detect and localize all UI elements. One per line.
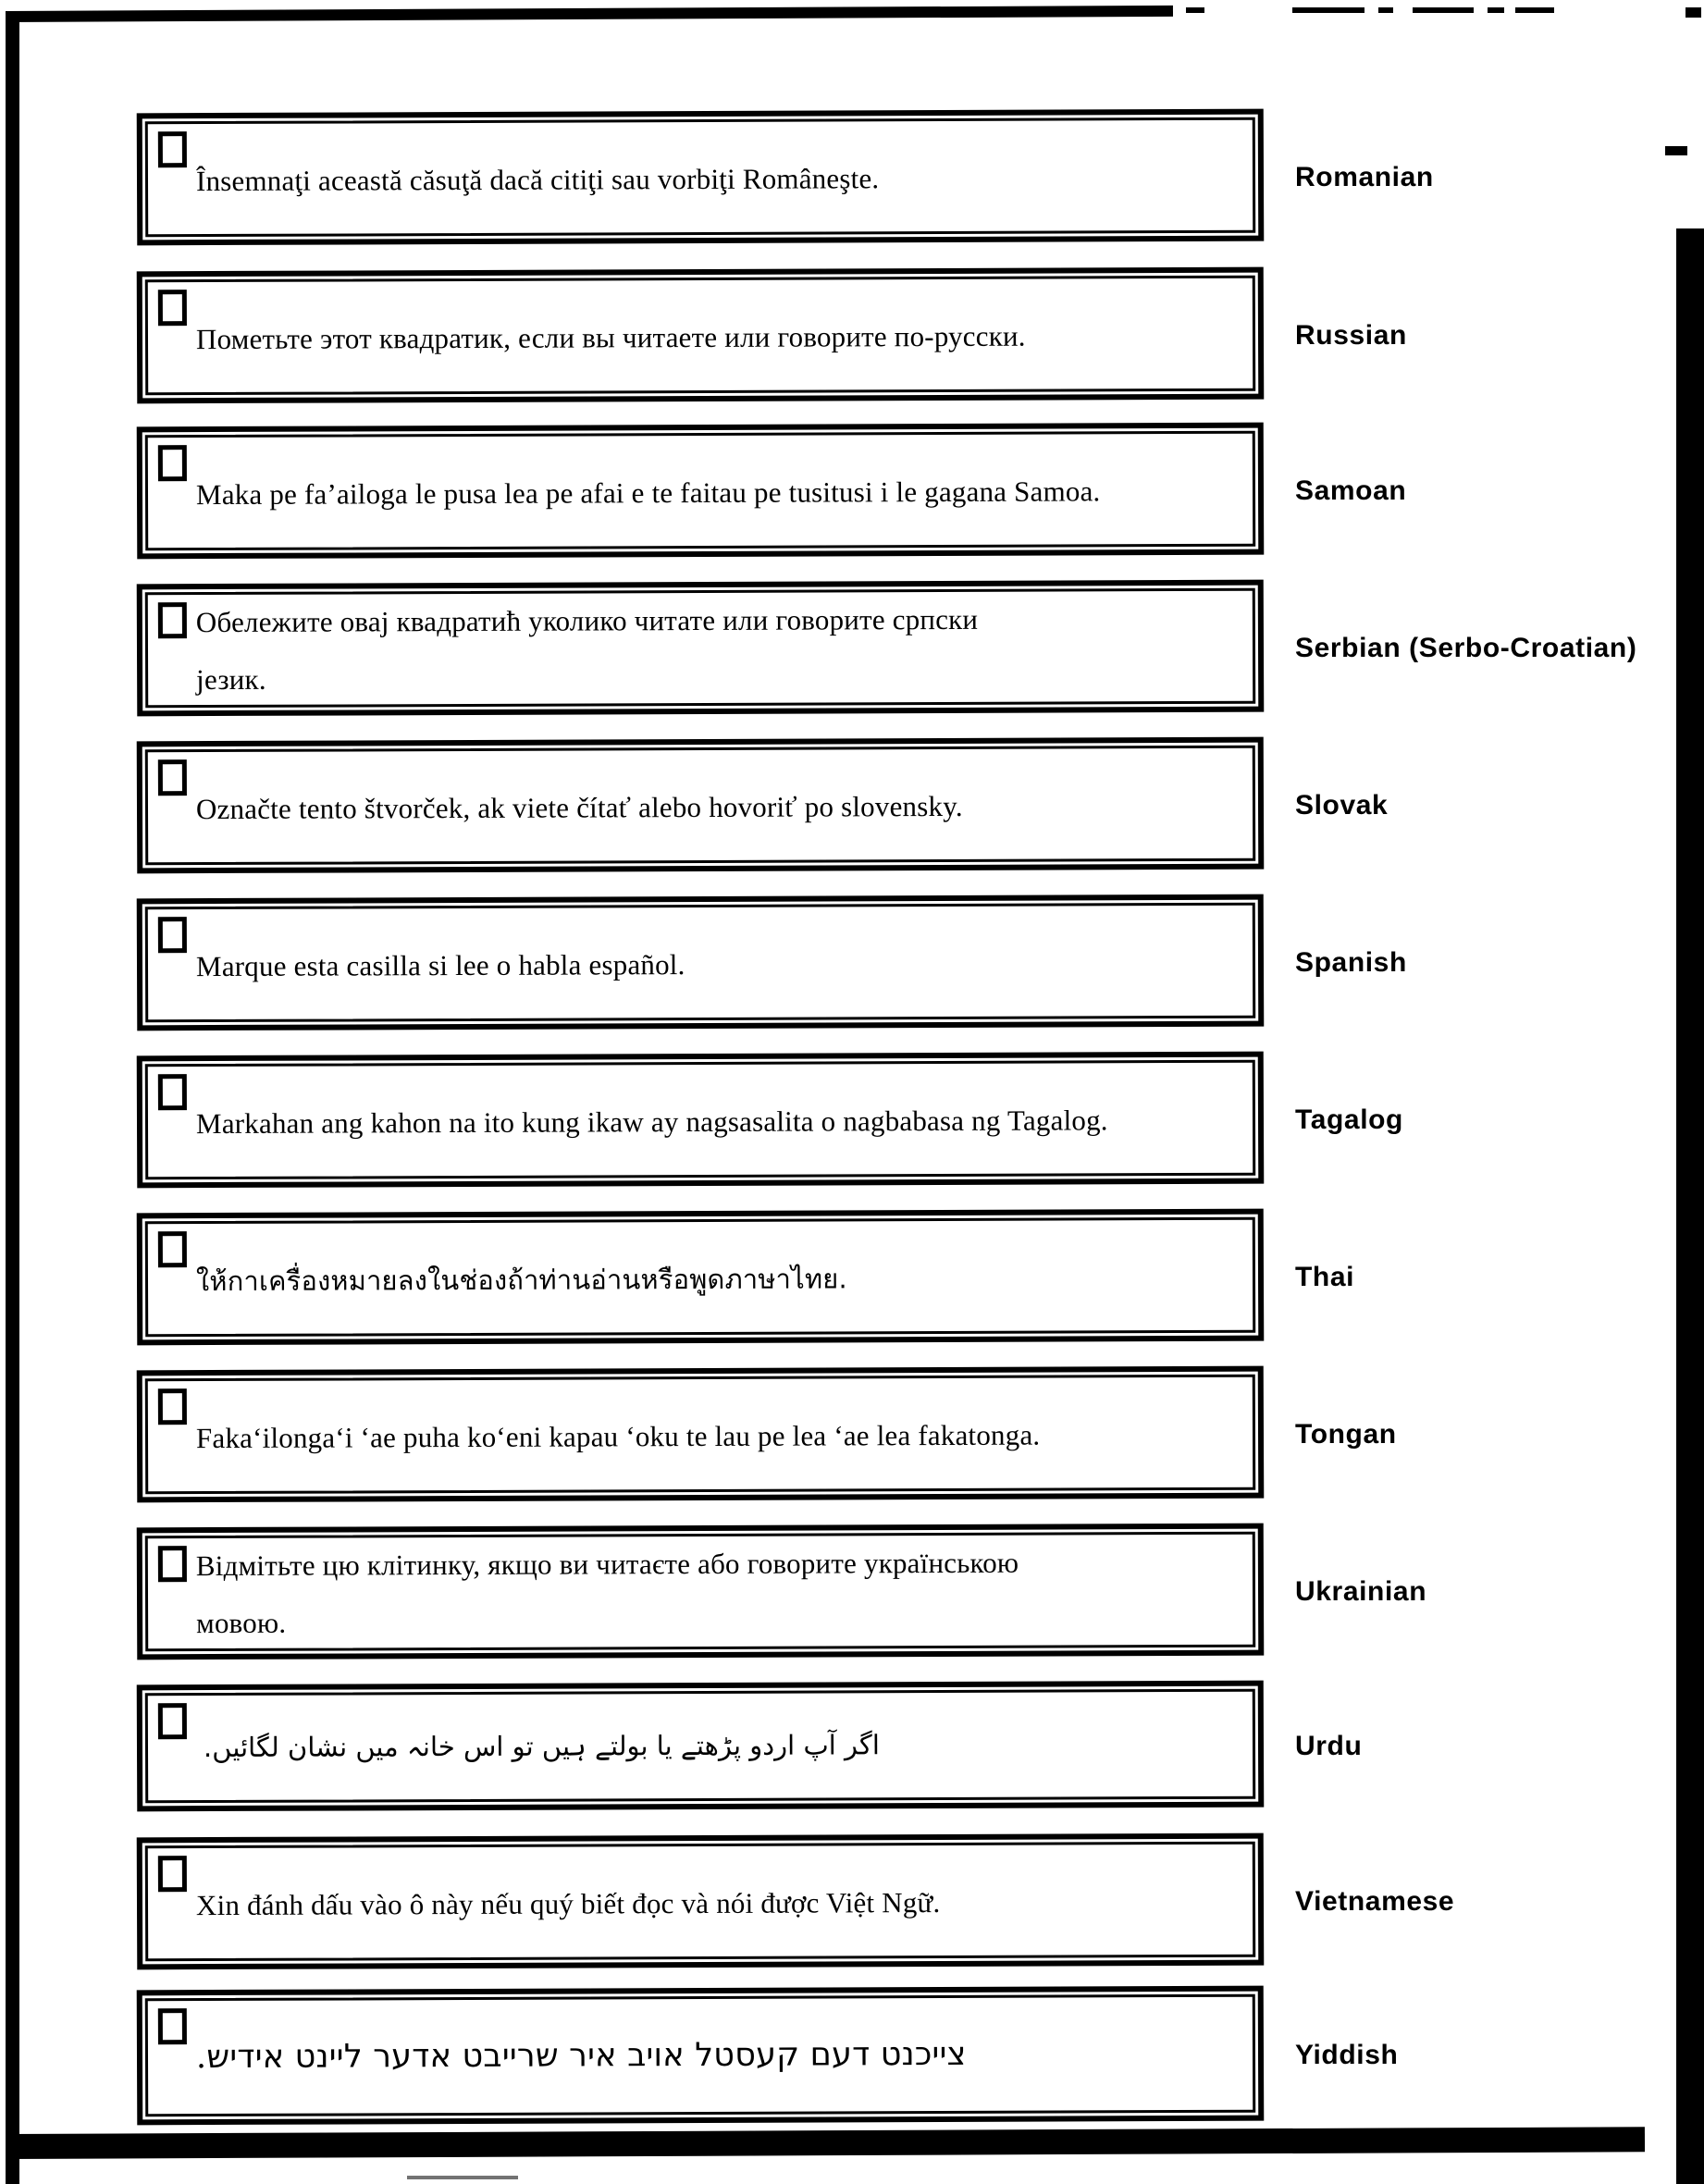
language-checkbox[interactable] xyxy=(158,1546,187,1582)
language-label: Tagalog xyxy=(1295,1104,1403,1135)
language-checkbox[interactable] xyxy=(158,445,187,481)
language-row-spanish xyxy=(0,896,1704,1029)
flashcard-box xyxy=(137,1833,1265,1970)
top-dashed-mark xyxy=(1515,7,1554,13)
language-checkbox[interactable] xyxy=(158,759,187,796)
language-checkbox[interactable] xyxy=(158,2008,187,2044)
flashcard-box xyxy=(137,580,1265,717)
language-prompt: צייכנט דעם קעסטל אויב איר שרייבט אדער ליינט אידיש. xyxy=(195,2036,967,2077)
language-checkbox[interactable] xyxy=(158,1231,187,1267)
top-dashed-mark xyxy=(1292,7,1364,13)
language-row-urdu xyxy=(0,1683,1704,1809)
flashcard-box xyxy=(137,1524,1265,1660)
language-row-tagalog xyxy=(0,1054,1704,1186)
language-label: Tongan xyxy=(1295,1418,1397,1450)
top-right-corner-mark xyxy=(1685,7,1701,18)
language-row-russian xyxy=(0,269,1704,401)
language-label: Yiddish xyxy=(1295,2040,1399,2070)
language-label: Vietnamese xyxy=(1295,1885,1455,1917)
language-prompt: Označte tento štvorček, ak viete čítať alebo hovoriť po slovensky. xyxy=(195,790,963,826)
language-prompt: Maka pe fa’ailoga le pusa lea pe afai e te faitau pe tusitusi i le gagana Samoa. xyxy=(195,475,1101,512)
language-row-romanian xyxy=(0,111,1704,243)
language-prompt: Însemnaţi această căsuţă dacă citiţi sau vorbiţi Româneşte. xyxy=(195,162,880,198)
language-row-serbian xyxy=(0,582,1704,714)
language-checkbox[interactable] xyxy=(158,1703,187,1739)
language-checkbox[interactable] xyxy=(158,917,187,953)
language-label: Slovak xyxy=(1295,789,1389,821)
language-checkbox[interactable] xyxy=(158,1856,187,1892)
language-checkbox[interactable] xyxy=(158,1388,187,1425)
language-prompt: Пометьте этот квадратик, если вы читаете или говорите по-русски. xyxy=(195,319,1026,356)
language-prompt: Xin đánh dấu vào ô này nếu quý biết đọc và nói được Việt Ngữ. xyxy=(195,1886,941,1922)
top-dashed-mark xyxy=(1378,7,1393,13)
top-dashed-mark xyxy=(1186,7,1204,13)
language-checkbox[interactable] xyxy=(158,1074,187,1110)
bottom-black-bar xyxy=(7,2127,1645,2159)
language-row-ukrainian xyxy=(0,1525,1704,1658)
flashcard-box xyxy=(137,267,1265,404)
language-row-samoan xyxy=(0,425,1704,557)
flashcard-box xyxy=(137,1052,1265,1189)
language-label: Romanian xyxy=(1295,161,1434,192)
bottom-scan-sliver xyxy=(407,2176,518,2179)
language-checkbox[interactable] xyxy=(158,131,187,167)
flashcard-box xyxy=(137,1366,1265,1503)
language-row-thai xyxy=(0,1211,1704,1343)
flashcard-box xyxy=(137,895,1265,1031)
language-label: Ukrainian xyxy=(1295,1575,1427,1607)
flashcard-box xyxy=(137,737,1265,874)
language-label: Russian xyxy=(1295,319,1407,351)
language-prompt: Marque esta casilla si lee o habla español. xyxy=(195,948,685,983)
flashcard-box xyxy=(137,1986,1265,2126)
language-label: Spanish xyxy=(1295,946,1407,978)
top-dashed-mark xyxy=(1413,7,1474,13)
language-checkbox[interactable] xyxy=(158,290,187,326)
language-row-vietnamese xyxy=(0,1835,1704,1968)
language-label: Samoan xyxy=(1295,475,1407,506)
language-prompt: اگر آپ اردو پڑھتے یا بولتے ہیں تو اس خانہ میں نشان لگائیں. xyxy=(203,1729,880,1764)
language-prompt: Markahan ang kahon na ito kung ikaw ay nagsasalita o nagbabasa ng Tagalog. xyxy=(195,1104,1108,1141)
language-label: Thai xyxy=(1295,1261,1355,1292)
language-label: Urdu xyxy=(1295,1730,1363,1761)
language-checkbox[interactable] xyxy=(158,602,187,638)
flashcard-box xyxy=(137,423,1265,560)
flashcard-box xyxy=(137,109,1265,246)
language-prompt: Faka‘ilonga‘i ‘ae puha ko‘eni kapau ‘oku te lau pe lea ‘ae lea fakatonga. xyxy=(195,1418,1041,1455)
language-prompt: Відмітьте цю клітинку, якщо ви читаєте або говорите українською мовою. xyxy=(195,1546,1019,1639)
language-row-slovak xyxy=(0,739,1704,871)
language-row-tongan xyxy=(0,1368,1704,1500)
page-top-border-line xyxy=(6,6,1173,22)
top-dashed-mark xyxy=(1488,7,1504,13)
language-row-yiddish xyxy=(0,1988,1704,2123)
language-label: Serbian (Serbo-Croatian) xyxy=(1295,632,1637,663)
language-prompt: Обележите овај квадратић уколико читате или говорите српски језик. xyxy=(195,602,979,696)
flashcard-box xyxy=(137,1209,1265,1346)
language-prompt: ให้กาเครื่องหมายลงในช่องถ้าท่านอ่านหรือพูดภาษาไทย. xyxy=(195,1263,847,1298)
flashcard-box xyxy=(137,1681,1265,1812)
